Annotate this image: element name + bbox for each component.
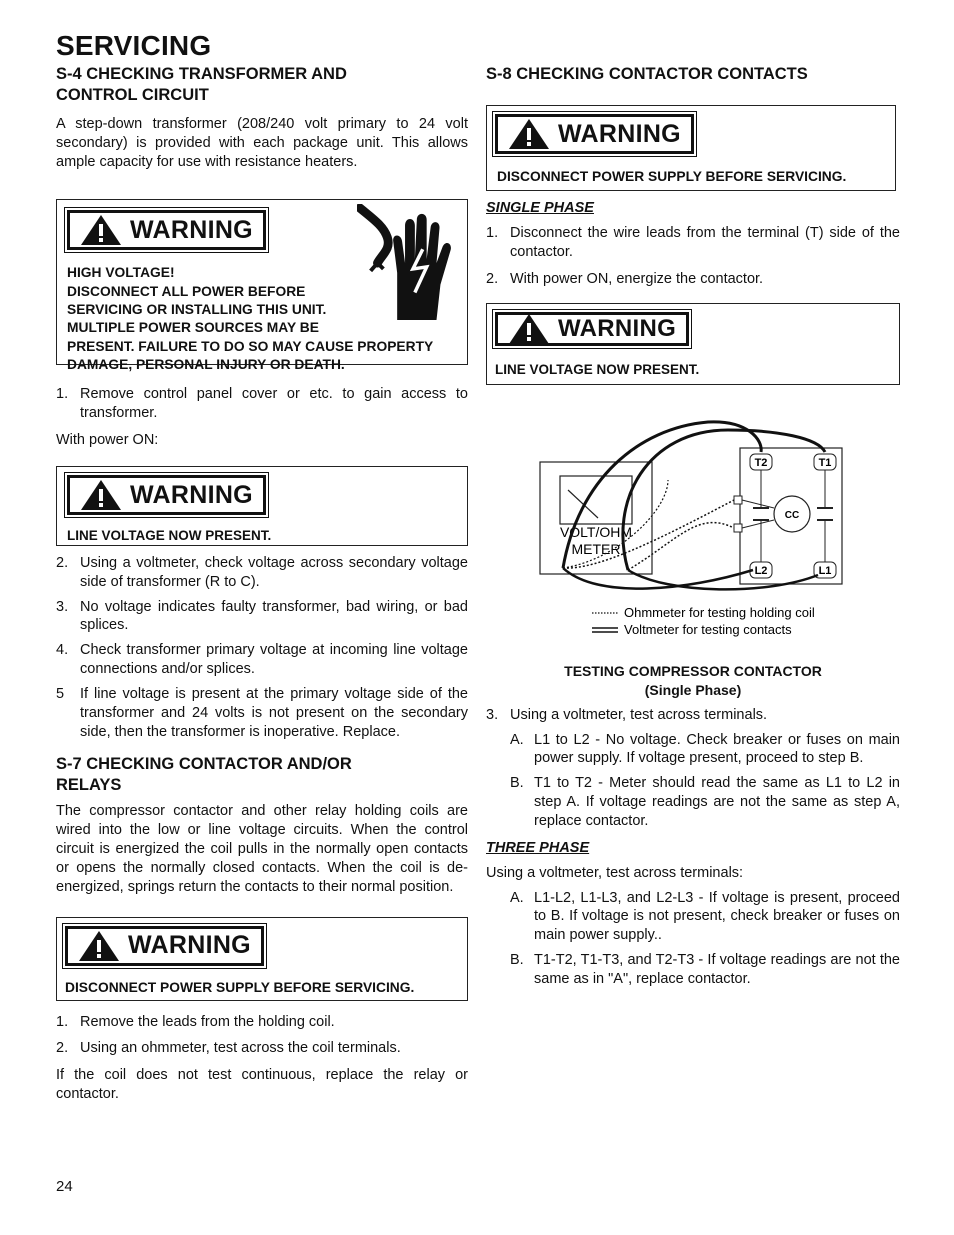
list-item xyxy=(510,774,900,831)
coil-label: CC xyxy=(784,510,800,521)
list-item xyxy=(56,685,468,742)
warning-badge xyxy=(67,475,266,515)
warning-badge xyxy=(495,114,694,154)
step-text: T1 to T2 - Meter should read the same as L1 to L2 in step A. If voltage readings are not the same as step A, replace contactor. xyxy=(534,775,900,829)
list-item xyxy=(486,224,900,262)
step-text: Using an ohmmeter, test across the coil terminals. xyxy=(80,1040,401,1057)
warning-badge xyxy=(495,312,689,346)
step-number: 5 xyxy=(56,686,65,702)
coil-terminal xyxy=(734,524,742,532)
warning-line: HIGH VOLTAGE! xyxy=(67,265,175,281)
step-text: No voltage indicates faulty transformer, bad wiring, or bad splices. xyxy=(80,598,468,634)
warning-line: DISCONNECT ALL POWER BEFORE xyxy=(67,283,306,299)
warning-label: WARNING xyxy=(130,216,253,245)
warning-line: PRESENT. FAILURE TO DO SO MAY CAUSE PROPERTY xyxy=(67,338,434,354)
disconnect-warning-box-right xyxy=(486,105,896,191)
right-column-lower xyxy=(486,662,900,989)
three-phase-heading: THREE PHASE xyxy=(486,839,590,856)
warning-line: MULTIPLE POWER SOURCES MAY BE xyxy=(67,320,319,336)
step-number: 4. xyxy=(56,642,69,659)
line-voltage-warning-text: LINE VOLTAGE NOW PRESENT. xyxy=(495,361,700,377)
list-item xyxy=(510,889,900,946)
legend-ohm-text: Ohmmeter for testing holding coil xyxy=(624,605,815,620)
step-text: L1 to L2 - No voltage. Check breaker or fuses on main power supply. If voltage present, proceed to step B. xyxy=(534,731,900,767)
step-number: 3. xyxy=(486,706,499,723)
step-text: Using a voltmeter, test across terminals. xyxy=(510,706,768,723)
step-text: Using a voltmeter, check voltage across secondary voltage side of transformer (R to C). xyxy=(80,554,468,590)
list-item xyxy=(56,554,468,592)
high-voltage-warning-box xyxy=(56,199,468,372)
warning-triangle-icon xyxy=(508,118,550,150)
step-text: T1-T2, T1-T3, and T2-T3 - If voltage readings are not the same as in "A", replace contactor. xyxy=(534,952,900,987)
s4-intro: A step-down transformer (208/240 volt primary to 24 volt secondary) is provided with each package unit. This allows ample capacity for use with resistance heaters. xyxy=(56,115,468,170)
step-number: 1. xyxy=(56,1013,69,1030)
warning-triangle-icon xyxy=(508,313,550,345)
list-item xyxy=(510,731,900,769)
line-voltage-warning-text: LINE VOLTAGE NOW PRESENT. xyxy=(67,527,272,543)
step-text: With power ON, energize the contactor. xyxy=(510,270,764,287)
list-item xyxy=(56,598,468,636)
page-title: SERVICING xyxy=(56,30,212,61)
warning-triangle-icon xyxy=(78,930,120,962)
warning-label: WARNING xyxy=(558,120,681,149)
list-item xyxy=(486,270,900,289)
s7-heading xyxy=(56,754,468,797)
step-text: Remove the leads from the holding coil. xyxy=(80,1013,335,1030)
disconnect-warning-box-left xyxy=(56,917,468,1001)
s7-heading-line1: S-7 CHECKING CONTACTOR AND/OR xyxy=(56,754,352,773)
step-number: 2. xyxy=(486,270,499,287)
diagram-caption xyxy=(486,662,900,700)
list-item xyxy=(56,641,468,679)
step-number: A. xyxy=(510,731,524,748)
step3-sub-list xyxy=(510,731,900,831)
meter-label-1: VOLT/OHM xyxy=(559,524,633,540)
list-item xyxy=(510,951,900,989)
s4-heading-line2: CONTROL CIRCUIT xyxy=(56,86,209,105)
step-number: 1. xyxy=(56,386,69,403)
warning-label: WARNING xyxy=(558,315,677,343)
warning-line: SERVICING OR INSTALLING THIS UNIT. xyxy=(67,301,327,317)
line-voltage-warning-box xyxy=(56,466,468,546)
step-number: A. xyxy=(510,889,524,906)
step-number: B. xyxy=(510,952,524,969)
terminal-t2-label: T2 xyxy=(754,457,768,469)
warning-label: WARNING xyxy=(128,931,251,960)
list-item xyxy=(56,1039,468,1058)
power-on-note: With power ON: xyxy=(56,432,159,449)
left-column xyxy=(56,64,468,1104)
warning-line: DAMAGE, PERSONAL INJURY OR DEATH. xyxy=(67,356,345,372)
step-number: B. xyxy=(510,775,524,792)
contactor-test-diagram xyxy=(538,420,848,640)
step-number: 2. xyxy=(56,554,69,571)
list-item xyxy=(56,1013,468,1032)
warning-triangle-icon xyxy=(80,479,122,511)
step-number: 3. xyxy=(56,598,69,615)
step-number: 2. xyxy=(56,1040,69,1057)
terminal-l1-label: L1 xyxy=(818,565,832,577)
line-voltage-warning-box-right xyxy=(486,303,900,385)
step-number: 1. xyxy=(486,225,499,242)
page-number: 24 xyxy=(56,1178,73,1195)
right-column xyxy=(486,64,900,385)
s8-heading: S-8 CHECKING CONTACTOR CONTACTS xyxy=(486,65,808,83)
s7-intro: The compressor contactor and other relay holding coils are wired into the low or line voltage circuits. When the control circuit is energized the coil pulls in the normally open contacts or opens the normally closed contacts. When the coil is de-energized, springs return the contacts to their normal position. xyxy=(56,803,468,895)
warning-badge xyxy=(65,926,264,966)
electric-shock-hand-icon xyxy=(357,204,457,322)
warning-triangle-icon xyxy=(80,214,122,246)
disconnect-warning-text: DISCONNECT POWER SUPPLY BEFORE SERVICING. xyxy=(497,169,847,185)
s4-step1-list xyxy=(56,385,468,423)
s7-heading-line2: RELAYS xyxy=(56,775,122,794)
disconnect-warning-text: DISCONNECT POWER SUPPLY BEFORE SERVICING. xyxy=(65,980,415,996)
s4-heading xyxy=(56,64,468,107)
terminal-t1-label: T1 xyxy=(818,457,832,469)
step-text: L1-L2, L1-L3, and L2-L3 - If voltage is present, proceed to B. If voltage is not present, check breaker or fuses on main power supply.. xyxy=(534,889,900,944)
step-text: Disconnect the wire leads from the terminal (T) side of the contactor. xyxy=(510,225,900,261)
single-phase-steps xyxy=(486,224,900,289)
single-phase-heading: SINGLE PHASE xyxy=(486,200,594,217)
three-phase-intro: Using a voltmeter, test across terminals: xyxy=(486,864,744,881)
three-phase-sub-list xyxy=(510,889,900,989)
terminal-l2-label: L2 xyxy=(754,565,768,577)
step-text: Remove control panel cover or etc. to gain access to transformer. xyxy=(80,386,468,422)
coil-terminal xyxy=(734,496,742,504)
list-item xyxy=(56,385,468,423)
warning-badge xyxy=(67,210,266,250)
s4-heading-line1: S-4 CHECKING TRANSFORMER AND xyxy=(56,65,347,83)
s4-steps-list xyxy=(56,554,468,742)
s7-closing: If the coil does not test continuous, replace the relay or contactor. xyxy=(56,1067,468,1103)
meter-label-2: METER xyxy=(571,541,621,557)
list-item xyxy=(486,706,900,725)
s7-steps-list xyxy=(56,1013,468,1059)
step-text: If line voltage is present at the primary voltage side of the transformer and 24 volts is not present on the secondary side, then the transformer is inoperative. Replace. xyxy=(80,686,468,740)
caption-line1: TESTING COMPRESSOR CONTACTOR xyxy=(564,663,822,679)
step-text: Check transformer primary voltage at incoming line voltage connections and/or splices. xyxy=(80,642,468,678)
step3-list xyxy=(486,706,900,725)
legend-volt-text: Voltmeter for testing contacts xyxy=(624,622,792,637)
warning-label: WARNING xyxy=(130,480,253,509)
caption-line2: (Single Phase) xyxy=(644,681,742,698)
